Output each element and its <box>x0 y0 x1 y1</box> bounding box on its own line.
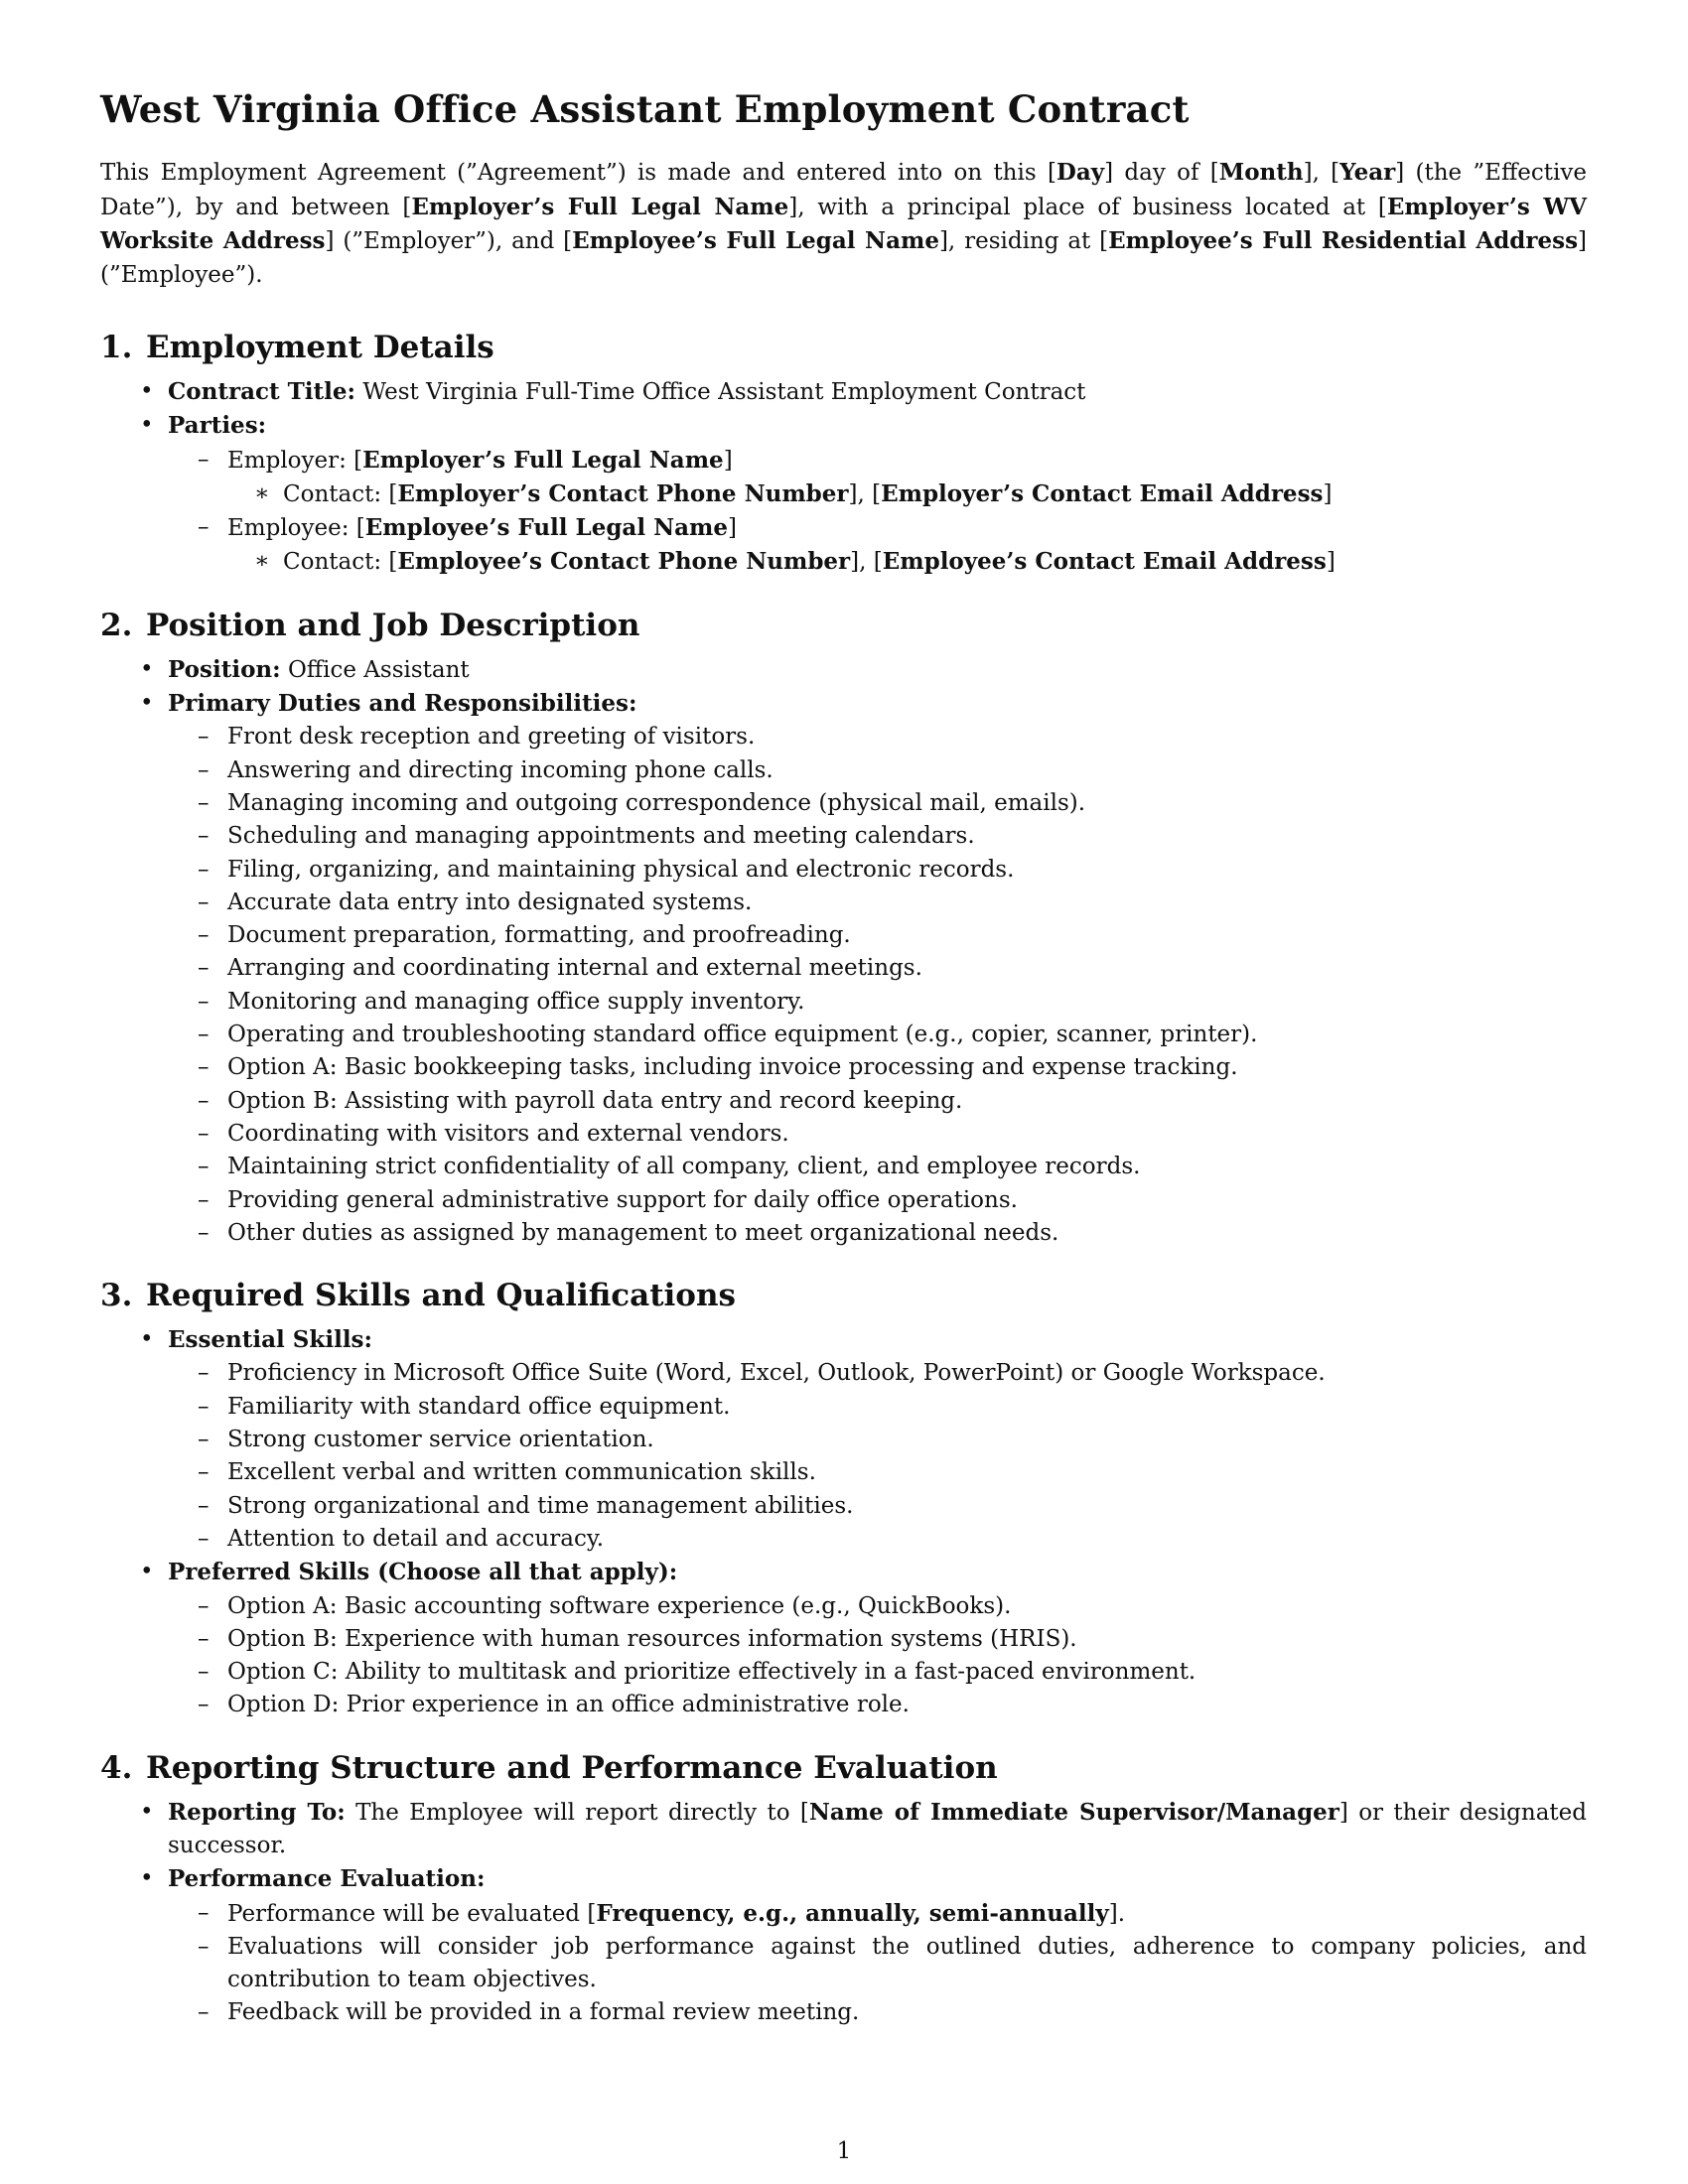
essential-skills-list <box>168 1357 1587 1556</box>
list-item <box>168 1323 1587 1556</box>
duty-item: – Filing, organizing, and maintaining physical and electronic records. <box>168 854 1587 887</box>
duty-item: – Providing general administrative support for daily office operations. <box>168 1184 1587 1217</box>
employer-phone-placeholder: Employer’s Contact Phone Number <box>397 479 849 507</box>
list-item <box>168 444 1587 512</box>
item-label: Preferred Skills (Choose all that apply): <box>168 1559 678 1586</box>
intro-text: ] (the ”Effective Date”), by and between [ <box>100 160 1587 220</box>
item-text: ] <box>1323 480 1333 507</box>
duty-item: – Document preparation, formatting, and proofreading. <box>168 919 1587 952</box>
intro-paragraph <box>100 156 1587 292</box>
section-heading <box>100 328 1587 367</box>
duties-list <box>168 721 1587 1250</box>
intro-text: ], [ <box>1303 160 1340 186</box>
skill-item: – Attention to detail and accuracy. <box>168 1523 1587 1556</box>
item-text: ], [ <box>848 480 882 507</box>
duty-item: – Other duties as assigned by management to meet organizational needs. <box>168 1217 1587 1250</box>
sub-sub-list <box>227 545 1587 579</box>
duty-item: – Arranging and coordinating internal and external meetings. <box>168 952 1587 985</box>
employee-phone-placeholder: Employee’s Contact Phone Number <box>397 548 851 576</box>
section-title: Employment Details <box>146 330 494 365</box>
employer-address-placeholder: Employer’s WV Worksite Address <box>100 193 1587 254</box>
document-title: West Virginia Office Assistant Employment Contract <box>100 87 1190 131</box>
section-position-job-description <box>100 606 1587 1250</box>
preferred-skills-list <box>168 1590 1587 1722</box>
duty-item: – Scheduling and managing appointments and meeting calendars. <box>168 820 1587 853</box>
item-text: Employer: [ <box>227 447 363 474</box>
item-label: Parties: <box>168 412 267 440</box>
item-label: Essential Skills: <box>168 1326 372 1354</box>
intro-text: ] (”Employer”), and [ <box>325 228 573 254</box>
item-text: ] <box>1326 549 1336 576</box>
item-text: ] or their designated successor. <box>168 1799 1587 1858</box>
item-label: Position: <box>168 655 281 683</box>
section-number: 2. <box>100 607 133 643</box>
year-placeholder: Year <box>1339 159 1396 186</box>
skill-item: – Strong customer service orientation. <box>168 1424 1587 1456</box>
list-item <box>168 1862 1587 2029</box>
intro-text: ], residing at [ <box>938 228 1109 254</box>
skill-item: – Strong organizational and time management abilities. <box>168 1490 1587 1523</box>
skill-item: – Excellent verbal and written communication skills. <box>168 1456 1587 1489</box>
item-text: Employee: [ <box>227 515 365 542</box>
evaluation-item <box>168 1897 1587 1931</box>
item-text: ] <box>723 447 733 474</box>
section-heading <box>100 1748 1587 1788</box>
skill-item: – Option D: Prior experience in an office administrative role. <box>168 1689 1587 1721</box>
section-skills-qualifications <box>100 1276 1587 1722</box>
sub-list <box>168 444 1587 580</box>
duty-item: – Answering and directing incoming phone calls. <box>168 754 1587 787</box>
employer-name-placeholder: Employer’s Full Legal Name <box>362 446 724 474</box>
item-label: Contract Title: <box>168 378 355 405</box>
item-text: Contact: [ <box>283 480 398 507</box>
bullet-list <box>100 653 1587 1250</box>
bullet-list <box>100 1323 1587 1722</box>
item-text: ] <box>727 515 737 542</box>
skill-item: – Proficiency in Microsoft Office Suite (Word, Excel, Outlook, PowerPoint) or Google Workspace. <box>168 1357 1587 1390</box>
day-placeholder: Day <box>1055 159 1105 186</box>
section-title: Position and Job Description <box>146 607 640 643</box>
list-item <box>168 375 1587 409</box>
list-item <box>168 1556 1587 1721</box>
evaluation-item: – Feedback will be provided in a formal review meeting. <box>168 1996 1587 2029</box>
intro-text: ] (”Employee”). <box>100 228 1587 288</box>
duty-item: – Managing incoming and outgoing correspondence (physical mail, emails). <box>168 787 1587 820</box>
item-text: Performance will be evaluated [ <box>227 1900 597 1927</box>
duty-item: – Maintaining strict confidentiality of all company, client, and employee records. <box>168 1151 1587 1183</box>
supervisor-placeholder: Name of Immediate Supervisor/Manager <box>808 1798 1339 1826</box>
section-title: Reporting Structure and Performance Evaluation <box>146 1749 998 1786</box>
duty-item: – Option A: Basic bookkeeping tasks, including invoice processing and expense tracking. <box>168 1051 1587 1084</box>
item-value: West Virginia Full-Time Office Assistant Employment Contract <box>362 379 1086 405</box>
skill-item: – Familiarity with standard office equipment. <box>168 1391 1587 1424</box>
list-item <box>168 511 1587 580</box>
employer-email-placeholder: Employer’s Contact Email Address <box>881 479 1324 507</box>
employee-name-placeholder: Employee’s Full Legal Name <box>572 227 939 254</box>
list-item <box>168 653 1587 687</box>
employer-name-placeholder: Employer’s Full Legal Name <box>411 193 789 220</box>
month-placeholder: Month <box>1218 159 1304 186</box>
intro-text: ], with a principal place of business located at [ <box>788 194 1387 220</box>
employee-email-placeholder: Employee’s Contact Email Address <box>882 548 1327 576</box>
section-number: 3. <box>100 1278 133 1314</box>
section-number: 1. <box>100 330 133 365</box>
bullet-list <box>100 1796 1587 2030</box>
item-text: ]. <box>1108 1900 1126 1927</box>
evaluation-list <box>168 1897 1587 2030</box>
section-title: Required Skills and Qualifications <box>146 1278 736 1314</box>
duty-item: – Coordinating with visitors and external vendors. <box>168 1118 1587 1151</box>
section-number: 4. <box>100 1749 133 1786</box>
intro-text: This Employment Agreement (”Agreement”) is made and entered into on this [ <box>100 160 1056 186</box>
item-text: The Employee will report directly to [ <box>355 1799 809 1826</box>
item-label: Performance Evaluation: <box>168 1865 486 1893</box>
item-text: ], [ <box>850 549 883 576</box>
item-text: Contact: [ <box>283 549 398 576</box>
list-item <box>227 545 1587 579</box>
duty-item: – Operating and troubleshooting standard office equipment (e.g., copier, scanner, printer). <box>168 1019 1587 1051</box>
list-item <box>168 1796 1587 1863</box>
employee-address-placeholder: Employee’s Full Residential Address <box>1108 227 1579 254</box>
skill-item: – Option C: Ability to multitask and prioritize effectively in a fast-paced environment. <box>168 1656 1587 1689</box>
item-value: Office Assistant <box>287 656 470 683</box>
section-employment-details <box>100 328 1587 580</box>
section-reporting-performance <box>100 1748 1587 2030</box>
item-label: Primary Duties and Responsibilities: <box>168 690 637 718</box>
employee-name-placeholder: Employee’s Full Legal Name <box>364 514 728 542</box>
duty-item: – Option B: Assisting with payroll data entry and record keeping. <box>168 1085 1587 1118</box>
evaluation-item: – Evaluations will consider job performance against the outlined duties, adherence to company policies, and contribution to team objectives. <box>168 1931 1587 1997</box>
duty-item: – Accurate data entry into designated systems. <box>168 887 1587 919</box>
intro-text: ] day of [ <box>1104 160 1219 186</box>
item-label: Reporting To: <box>168 1798 346 1826</box>
duty-item: – Front desk reception and greeting of visitors. <box>168 721 1587 753</box>
sub-sub-list <box>227 478 1587 511</box>
list-item <box>168 687 1587 1250</box>
page-number: 1 <box>836 2138 852 2164</box>
skill-item: – Option A: Basic accounting software experience (e.g., QuickBooks). <box>168 1590 1587 1623</box>
frequency-placeholder: Frequency, e.g., annually, semi-annually <box>596 1899 1109 1927</box>
section-heading <box>100 1276 1587 1315</box>
skill-item: – Option B: Experience with human resources information systems (HRIS). <box>168 1623 1587 1656</box>
duty-item: – Monitoring and managing office supply inventory. <box>168 986 1587 1019</box>
section-heading <box>100 606 1587 645</box>
bullet-list <box>100 375 1587 580</box>
list-item <box>227 478 1587 511</box>
list-item <box>168 409 1587 579</box>
document-page <box>100 87 1587 2030</box>
